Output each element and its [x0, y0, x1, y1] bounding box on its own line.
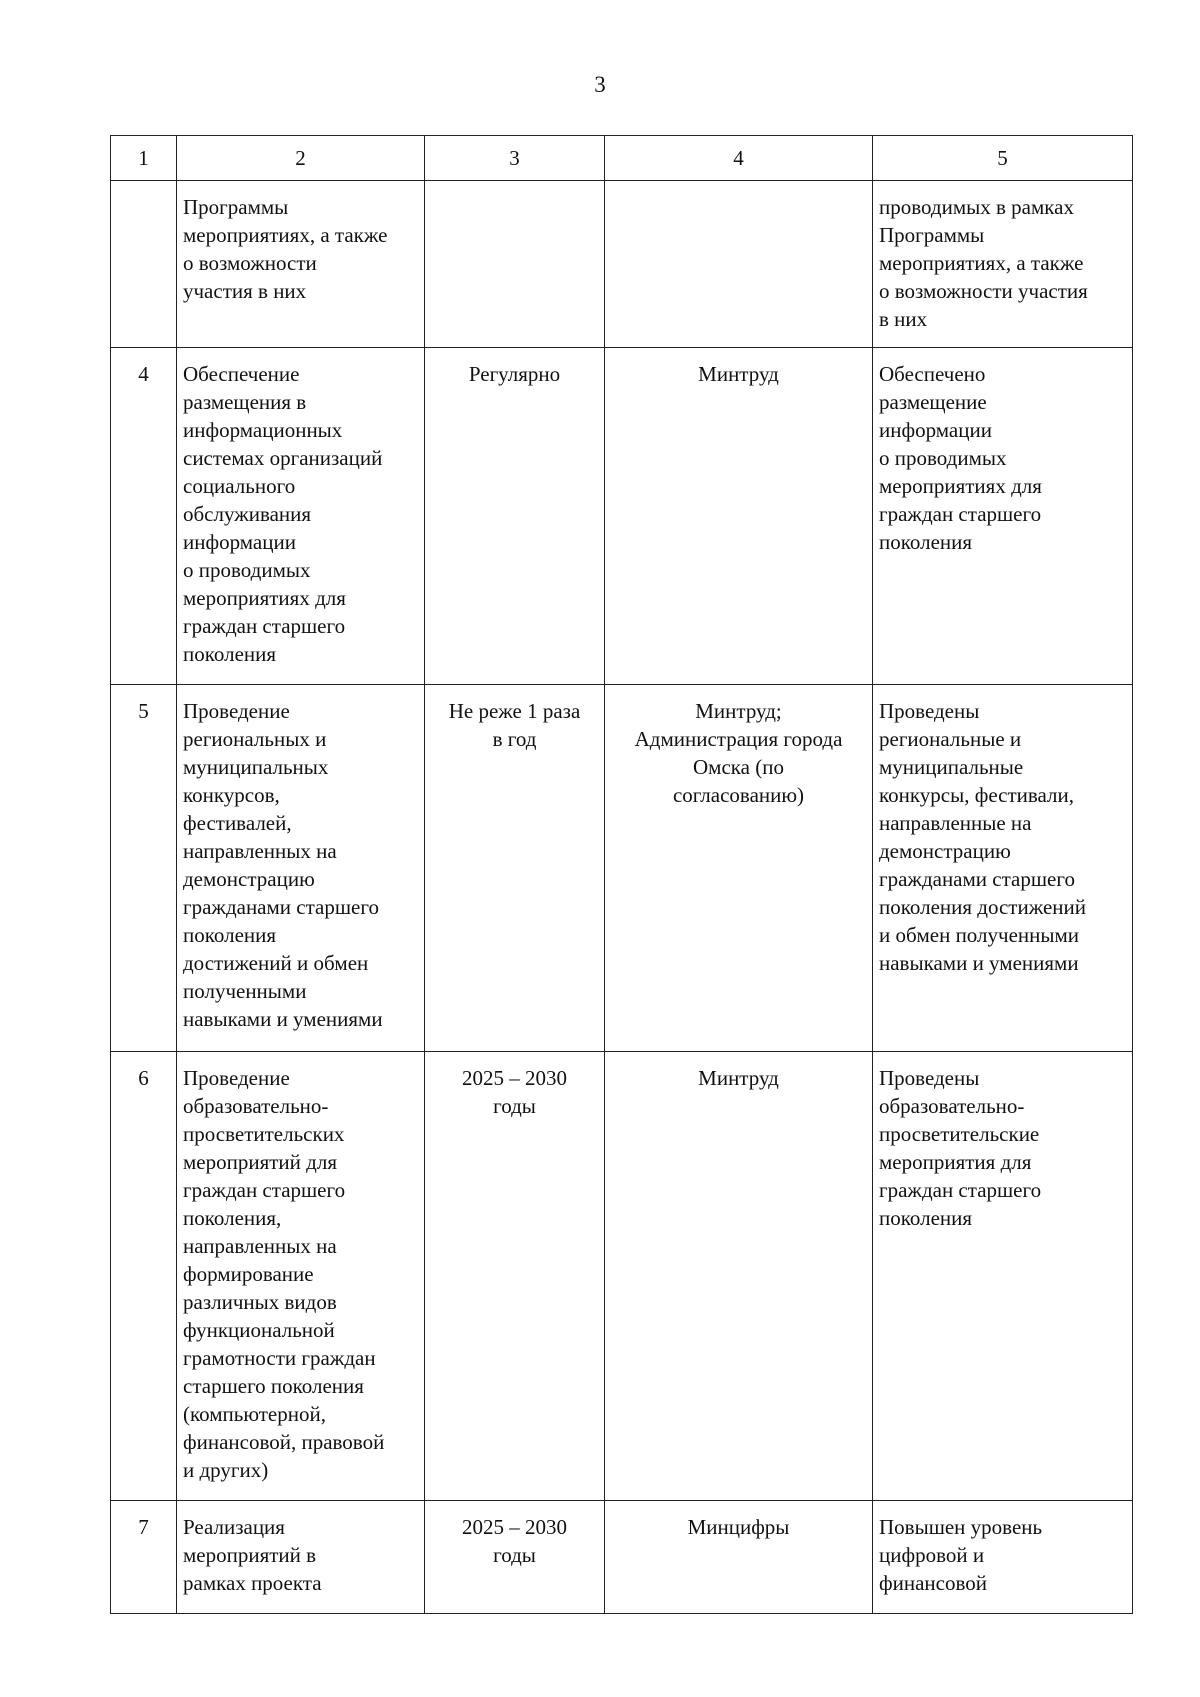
header-col-4: 4 — [605, 136, 873, 181]
row-result: Проведены образовательно- просветительские мероприятия для граждан старшего поколения — [873, 1052, 1133, 1501]
row-executor: Минтруд — [605, 348, 873, 685]
row-number: 7 — [111, 1501, 177, 1614]
row-period: 2025 – 2030 годы — [425, 1052, 605, 1501]
row-period: 2025 – 2030 годы — [425, 1501, 605, 1614]
row-result: Проведены региональные и муниципальные конкурсы, фестивали, направленные на демонстрацию гражданами старшего поколения достижений и обмен полученными навыками и умениями — [873, 685, 1133, 1052]
plan-table — [110, 135, 1133, 1614]
header-col-5: 5 — [873, 136, 1133, 181]
table-row — [111, 685, 1133, 1052]
table-row — [111, 1052, 1133, 1501]
row-result: проводимых в рамках Программы мероприятиях, а также о возможности участия в них — [873, 181, 1133, 348]
row-period — [425, 181, 605, 348]
table-row — [111, 1501, 1133, 1614]
row-number: 4 — [111, 348, 177, 685]
row-event: Реализация мероприятий в рамках проекта — [177, 1501, 425, 1614]
header-col-2: 2 — [177, 136, 425, 181]
row-executor: Минтруд — [605, 1052, 873, 1501]
table-row — [111, 181, 1133, 348]
header-col-3: 3 — [425, 136, 605, 181]
row-period: Регулярно — [425, 348, 605, 685]
row-executor — [605, 181, 873, 348]
row-number: 5 — [111, 685, 177, 1052]
row-event: Программы мероприятиях, а также о возможности участия в них — [177, 181, 425, 348]
row-event: Проведение образовательно- просветительских мероприятий для граждан старшего поколения, направленных на формирование различных видов функциональной грамотности граждан старшего поколения (компьютерной, финансовой, правовой и других) — [177, 1052, 425, 1501]
row-event: Проведение региональных и муниципальных конкурсов, фестивалей, направленных на демонстрацию гражданами старшего поколения достижений и обмен полученными навыками и умениями — [177, 685, 425, 1052]
row-executor: Минтруд; Администрация города Омска (по согласованию) — [605, 685, 873, 1052]
table-header-row — [111, 136, 1133, 181]
row-period: Не реже 1 раза в год — [425, 685, 605, 1052]
row-executor: Минцифры — [605, 1501, 873, 1614]
row-number — [111, 181, 177, 348]
row-event: Обеспечение размещения в информационных системах организаций социального обслуживания информации о проводимых мероприятиях для граждан старшего поколения — [177, 348, 425, 685]
row-number: 6 — [111, 1052, 177, 1501]
table-row — [111, 348, 1133, 685]
row-result: Обеспечено размещение информации о проводимых мероприятиях для граждан старшего поколения — [873, 348, 1133, 685]
page-number: 3 — [594, 72, 606, 97]
header-col-1: 1 — [111, 136, 177, 181]
row-result: Повышен уровень цифровой и финансовой — [873, 1501, 1133, 1614]
